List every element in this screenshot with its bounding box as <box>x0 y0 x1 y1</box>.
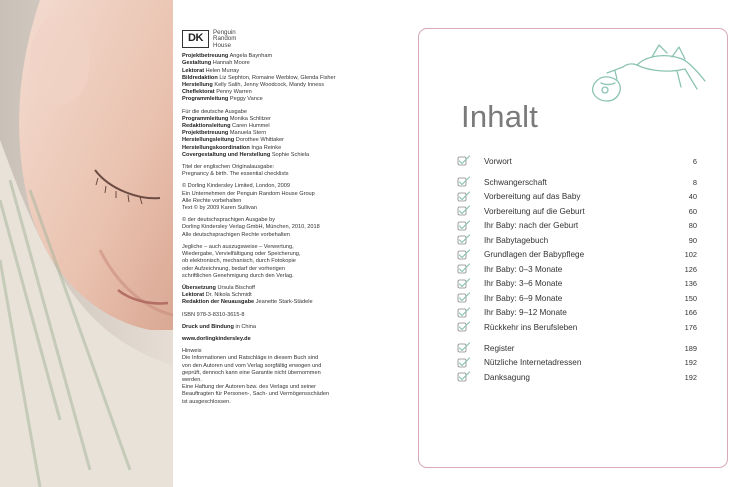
check-box-icon <box>457 220 471 232</box>
credit-line: Herstellungsleitung Dorothee Whittaker <box>182 137 284 144</box>
rights-notice: Jegliche – auch auszugsweise – Verwertung, Wiedergabe, Vervielfältigung oder Speicherung, ob elektronisch, mechanisch, durch Fotokopie oder Aufzeichnung, bedarf der vorherigen schriftlichen Genehmigung durch den Verlag. <box>182 243 301 279</box>
toc-entry[interactable] <box>457 320 697 335</box>
credit-line: Redaktion der Neuausgabe Jeanette Stark-Städele <box>182 299 313 306</box>
toc-entry-page: 80 <box>688 221 697 231</box>
toc-entry-page: 136 <box>684 279 697 289</box>
penguin-random-house-logo: Penguin Random House <box>213 29 237 49</box>
toc-entry-label: Register <box>484 343 515 353</box>
isbn: ISBN 978-3-8310-3615-8 <box>182 311 245 318</box>
check-box-icon <box>457 249 471 261</box>
toc-entry-label: Ihr Baby: 3–6 Monate <box>484 279 563 289</box>
publisher-logo <box>182 30 357 49</box>
credit-line: Lektorat Dr. Nikola Schmidt <box>182 292 252 299</box>
toc-entry[interactable] <box>457 306 697 321</box>
check-box-icon <box>457 321 471 333</box>
toc-entry[interactable] <box>457 291 697 306</box>
check-box-icon <box>457 191 471 203</box>
toc-entry[interactable] <box>457 190 697 205</box>
print-info: Druck und Bindung in China <box>182 323 256 330</box>
toc-entry[interactable] <box>457 175 697 190</box>
credit-line: Projektbetreuung Manuela Stern <box>182 130 267 137</box>
credits-german <box>182 116 357 159</box>
toc-entry-label: Vorbereitung auf das Baby <box>484 192 581 202</box>
check-box-icon <box>457 357 471 369</box>
toc-entry-page: 192 <box>684 372 697 382</box>
toc-entry[interactable] <box>457 356 697 371</box>
table-of-contents <box>457 154 697 385</box>
toc-entry-page: 40 <box>688 192 697 202</box>
check-box-icon <box>457 176 471 188</box>
toc-entry-label: Nützliche Internetadressen <box>484 358 582 368</box>
toc-entry[interactable] <box>457 233 697 248</box>
credits-original <box>182 53 357 103</box>
toc-entry-page: 192 <box>684 358 697 368</box>
website-link[interactable]: www.dorlingkindersley.de <box>182 335 251 342</box>
toc-entry-page: 166 <box>684 308 697 318</box>
toc-entry-label: Ihr Baby: 9–12 Monate <box>484 308 567 318</box>
toc-entry-page: 6 <box>692 156 697 166</box>
check-box-icon <box>457 307 471 319</box>
credit-line: Covergestaltung und Herstellung Sophie Schiela <box>182 151 310 158</box>
toc-entry[interactable] <box>457 219 697 234</box>
credit-line: Programmleitung Monika Schlitzer <box>182 115 271 122</box>
credits-translation <box>182 285 357 307</box>
toc-entry-label: Vorwort <box>484 156 512 166</box>
toc-entry[interactable] <box>457 248 697 263</box>
german-edition-heading: Für die deutsche Ausgabe <box>182 108 247 115</box>
disclaimer: Hinweis Die Informationen und Ratschläge in diesem Buch sind von den Autoren und vom Verlag sorgfältig erwogen und geprüft, dennoch kann eine Garantie nicht übernommen werden. Eine Haftung der Autoren bzw. des Verlags und seiner Beauftragten für Personen-, Sach- und Vermögensschäden ist ausgeschlossen. <box>182 348 330 405</box>
toc-entry[interactable] <box>457 262 697 277</box>
toc-entry-label: Grundlagen der Babypflege <box>484 250 585 260</box>
toc-entry-label: Ihr Baby: 6–9 Monate <box>484 293 563 303</box>
page-title: Inhalt <box>461 99 539 134</box>
credit-line: Lektorat Helen Murray <box>182 67 240 74</box>
check-box-icon <box>457 278 471 290</box>
toc-entry-label: Ihr Babytagebuch <box>484 235 549 245</box>
toc-entry-page: 60 <box>688 206 697 216</box>
toc-entry-label: Rückkehr ins Berufsleben <box>484 322 578 332</box>
baby-photo <box>0 0 173 487</box>
toc-entry-label: Ihr Baby: 0–3 Monate <box>484 264 563 274</box>
toc-entry[interactable] <box>457 277 697 292</box>
contents-card <box>418 28 728 468</box>
copyright-german: © der deutschsprachigen Ausgabe by Dorling Kindersley Verlag GmbH, München, 2010, 2018 Alle deutschsprachigen Rechte vorbehalten <box>182 217 320 238</box>
check-box-icon <box>457 371 471 383</box>
credit-line: Bildredaktion Liz Sephton, Romaine Werblow, Glenda Fisher <box>182 74 336 81</box>
toc-entry-label: Danksagung <box>484 372 530 382</box>
dk-logo: DK <box>182 30 209 48</box>
imprint <box>182 30 357 406</box>
stork-icon <box>577 43 709 115</box>
check-box-icon <box>457 155 471 167</box>
credit-line: Redaktionsleitung Caren Hummel <box>182 123 270 130</box>
check-box-icon <box>457 342 471 354</box>
toc-entry[interactable] <box>457 204 697 219</box>
toc-entry-page: 189 <box>684 343 697 353</box>
check-box-icon <box>457 205 471 217</box>
toc-entry[interactable] <box>457 154 697 169</box>
toc-entry-page: 90 <box>688 235 697 245</box>
toc-entry-page: 150 <box>684 293 697 303</box>
credit-line: Übersetzung Ursula Bischoff <box>182 284 255 291</box>
toc-entry[interactable] <box>457 370 697 385</box>
toc-entry-page: 8 <box>692 177 697 187</box>
credit-line: Cheflektorat Penny Warren <box>182 89 252 96</box>
credit-line: Herstellungskoordination Inga Reinke <box>182 144 282 151</box>
credit-line: Projektbetreuung Angela Baynham <box>182 53 273 60</box>
check-box-icon <box>457 234 471 246</box>
toc-entry-label: Vorbereitung auf die Geburt <box>484 206 585 216</box>
toc-entry-page: 176 <box>684 322 697 332</box>
copyright-original: © Dorling Kindersley Limited, London, 2009 Ein Unternehmen der Penguin Random House Group Alle Rechte vorbehalten Text © by 2009 Karen Sullivan <box>182 183 315 212</box>
check-box-icon <box>457 263 471 275</box>
credit-line: Programmleitung Peggy Vance <box>182 96 263 103</box>
check-box-icon <box>457 292 471 304</box>
credit-line: Gestaltung Hannah Moore <box>182 60 250 67</box>
credit-line: Herstellung Kelly Salih, Jenny Woodcock, Mandy Inness <box>182 82 324 89</box>
toc-entry-page: 102 <box>684 250 697 260</box>
toc-entry-label: Schwangerschaft <box>484 177 547 187</box>
toc-entry-label: Ihr Baby: nach der Geburt <box>484 221 579 231</box>
toc-entry-page: 126 <box>684 264 697 274</box>
toc-entry[interactable] <box>457 341 697 356</box>
original-title: Titel der englischen Originalausgabe: Pregnancy & birth. The essential checklists <box>182 164 289 178</box>
